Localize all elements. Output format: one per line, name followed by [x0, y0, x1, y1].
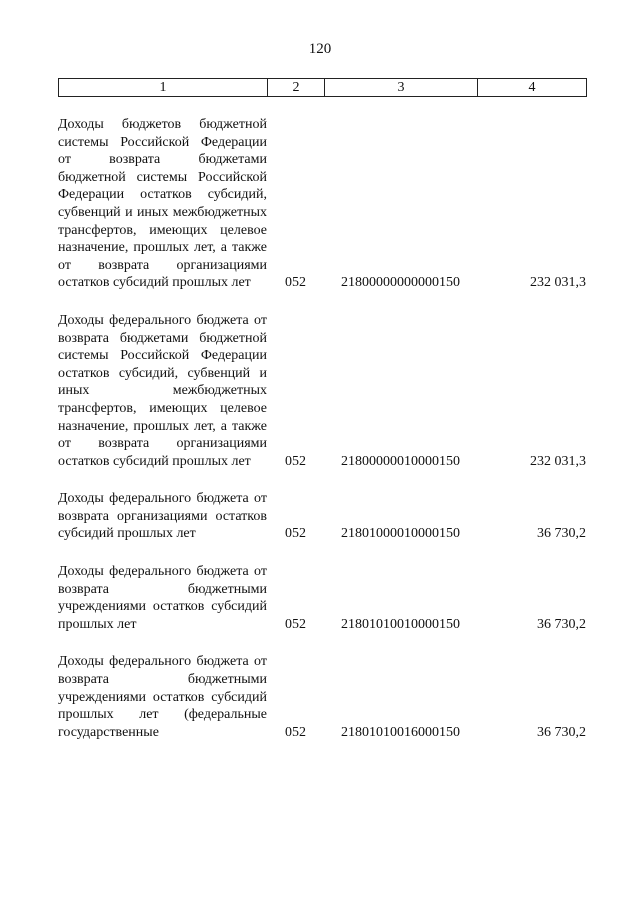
- table-row: [58, 116, 586, 292]
- column-header-row: [59, 79, 587, 97]
- row-kbk: 21800000010000150: [341, 453, 460, 469]
- page-number: 120: [308, 41, 332, 57]
- table-row: [58, 312, 586, 470]
- row-name: Доходы бюджетов бюджетной системы Российской Федерации от возврата бюджетами бюджетной системы Российской Федерации остатков субсидий, субвенций и иных межбюджетных трансфертов, имеющих целевое назначение, прошлых лет, а также от возврата организациями остатков субсидий прошлых лет: [58, 117, 267, 291]
- column-header-3: 3: [325, 79, 478, 97]
- row-kbk: 21801010010000150: [341, 616, 460, 632]
- row-code: 052: [285, 724, 306, 740]
- table-body: [58, 116, 586, 761]
- table-row: [58, 490, 586, 543]
- table-row: [58, 563, 586, 633]
- column-header-4: 4: [478, 79, 587, 97]
- row-kbk: 21801000010000150: [341, 526, 460, 542]
- row-amount: 36 730,2: [537, 616, 586, 632]
- row-kbk: 21801010016000150: [341, 724, 460, 740]
- row-name: Доходы федерального бюджета от возврата организациями остатков субсидий прошлых лет: [58, 491, 267, 542]
- table-row: [58, 653, 586, 741]
- row-kbk: 21800000000000150: [341, 275, 460, 291]
- column-header-1: 1: [59, 79, 268, 97]
- row-name: Доходы федерального бюджета от возврата бюджетными учреждениями остатков субсидий прошлых лет (федеральные государственные: [58, 654, 267, 740]
- row-amount: 232 031,3: [530, 275, 586, 291]
- column-header-2: 2: [268, 79, 325, 97]
- row-name: Доходы федерального бюджета от возврата бюджетными учреждениями остатков субсидий прошлых лет: [58, 564, 267, 632]
- row-amount: 36 730,2: [537, 724, 586, 740]
- row-code: 052: [285, 453, 306, 469]
- row-amount: 36 730,2: [537, 526, 586, 542]
- row-code: 052: [285, 616, 306, 632]
- row-name: Доходы федерального бюджета от возврата бюджетами бюджетной системы Российской Федерации остатков субсидий, субвенций и иных межбюджетных трансфертов, имеющих целевое назначение, прошлых лет, а также от возврата организациями остатков субсидий прошлых лет: [58, 312, 267, 469]
- row-amount: 232 031,3: [530, 453, 586, 469]
- row-code: 052: [285, 275, 306, 291]
- row-code: 052: [285, 526, 306, 542]
- column-header-table: [58, 78, 587, 97]
